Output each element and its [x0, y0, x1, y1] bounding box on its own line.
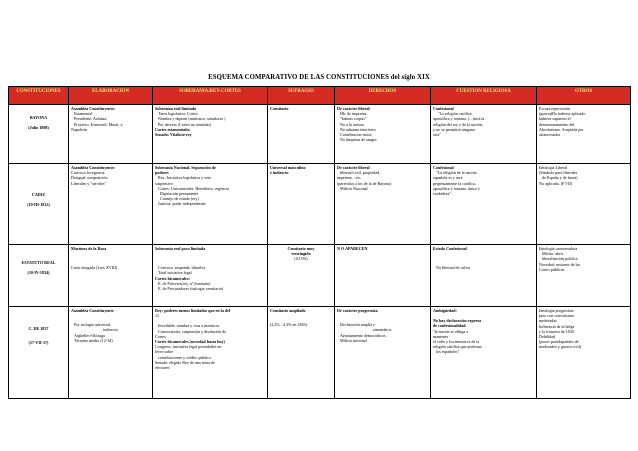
cell-line: afrancesados: [539, 132, 561, 138]
cell-line: Presidente: Azlanza: [74, 116, 107, 122]
cell-line: verdadera": [433, 191, 451, 197]
cell-line: Tarea legislativa: Cortes: [158, 111, 198, 117]
cell-line: indirecto: [103, 327, 118, 333]
cell-line: Universal masculino: [270, 165, 306, 170]
cell-line: Por decreto (Cortes no reunidas): [158, 121, 212, 127]
cell-line: Cortes públicas: [539, 266, 565, 272]
derechos-cell: [335, 164, 431, 245]
sufragio-cell: [268, 164, 335, 245]
cell-line: Por sufragio universal: [74, 322, 111, 328]
constitution-name-cell: [9, 164, 69, 245]
elaboracion-cell: [69, 164, 153, 245]
cell-line: E. de Procuradores (sufragio censitario): [158, 286, 224, 292]
derechos-cell: [335, 307, 431, 399]
cell-line: No aduanas interiores: [340, 126, 376, 132]
cell-line: Confesional: [433, 106, 454, 111]
header-cuestion-religiosa: CUESTION RELIGIOSA: [431, 87, 537, 105]
religiosa-cell: [431, 164, 537, 245]
cell-line: Censitario muy: [287, 246, 315, 251]
cell-line: "La religión católica,: [438, 111, 473, 117]
table-row: [9, 307, 631, 399]
cell-line: Argüelles-Olózaga: [74, 332, 105, 338]
cell-line: (parecidos a los de la de Bayona): [337, 180, 392, 186]
cell-line: mantener: [433, 333, 449, 339]
cell-line: de confesionalidad.: [433, 323, 467, 329]
cell-line: Cortes bicamerales:: [155, 275, 190, 281]
soberania-cell: [153, 105, 268, 164]
cell-line: Cortes: Unicamerales. Hereditero, regencia: [158, 185, 229, 191]
cell-line: (guerra)De haberse aplicado: [539, 111, 586, 117]
cell-line: Milicia Nacional: [340, 185, 368, 191]
cell-line: Ideología conservadora: [539, 246, 578, 251]
constitution-name: BAYONA: [29, 115, 48, 120]
cell-line: E. de Próceres(rey, nº ilimitado): [158, 280, 211, 286]
sufragio-cell: [268, 105, 335, 164]
cell-line: Total iniciativa legal: [158, 270, 192, 276]
cell-line: leyes sobre: [155, 349, 174, 355]
constitution-name: C. DE 1837: [28, 326, 49, 331]
cell-line: Estado Confesional: [433, 246, 467, 251]
cell-line: de España y de fuera): [542, 175, 578, 181]
sufragio-cell: [268, 245, 335, 307]
soberania-cell: [153, 164, 268, 245]
cell-line: No libertad de cultos: [436, 265, 471, 271]
cell-line: suspensivo: [155, 180, 173, 186]
cell-line: Soberanía Nacional. Separación de: [155, 165, 216, 170]
header-sufragio: SUFRAGIO: [268, 87, 335, 105]
cell-line: Martínez de la Rosa: [71, 246, 107, 251]
header-otros: OTROS: [537, 87, 631, 105]
document-title: ESQUEMA COMPARATIVO DE LAS CONSTITUCIONES del siglo XIX: [208, 74, 430, 81]
cell-line: restringido: [291, 251, 311, 257]
cell-line: (Símbolo para liberales: [539, 170, 578, 176]
cell-line: desmoronamiento del: [539, 121, 575, 127]
cell-line: Congreso: iniciativa legal prioridades en: [155, 344, 222, 350]
cell-line: e indirecto: [270, 170, 289, 176]
cell-line: moderados y guerra civil): [539, 344, 582, 350]
cell-line: apostólica y romana. (...)será la: [433, 116, 485, 122]
cell-line: Cortes bicamerales (novedad hasta hoy): [155, 339, 225, 345]
sufragio-cell: [268, 307, 335, 399]
cell-line: otra": [433, 132, 442, 138]
cell-line: Convoca, suspende, disuelve: [158, 265, 206, 271]
cell-line: Confesional: [433, 165, 454, 170]
cell-line: Absolutismo. Aceptada por: [539, 126, 584, 132]
cell-line: De carácter progresista: [337, 308, 378, 313]
cell-line: Declaración amplia y: [340, 322, 376, 328]
cell-line: Estamental: [74, 111, 93, 117]
cell-line: No aplicada. (F.VII): [539, 180, 573, 186]
comparison-table: [8, 86, 631, 399]
table-row: [9, 164, 631, 245]
cell-line: Nombra y depone (ministros, senadores ): [158, 116, 226, 122]
cell-line: y la francesa de 1830: [539, 328, 574, 334]
derechos-cell: [335, 105, 431, 164]
otros-cell: [537, 164, 631, 245]
cell-line: contribuciones y crédito público: [158, 354, 211, 360]
religiosa-cell: [431, 307, 537, 399]
cell-line: Debilidad: [539, 334, 556, 340]
cell-line: hubiera supuesto el: [539, 116, 571, 122]
cell-line: Cortes: [155, 333, 166, 339]
table-row: [9, 105, 631, 164]
cell-line: Hb. de imprenta: [340, 111, 367, 117]
otros-cell: [537, 307, 631, 399]
cell-line: (posos partidapatidos de: [539, 339, 579, 345]
cell-line: Liberales y "serviles": [71, 180, 107, 186]
cell-line: el culto y los ministros de la: [433, 339, 480, 345]
cell-line: moderadas: [539, 318, 557, 324]
elaboracion-cell: [69, 307, 153, 399]
cell-line: religión del rey y de la nación,: [433, 121, 483, 127]
header-soberania: SOBERANIA.REY-CORTES: [153, 87, 268, 105]
cell-line: "habeas corpus": [340, 116, 367, 122]
cell-line: liberalización política: [542, 256, 578, 262]
cell-line: Cortes estamentales: [155, 126, 190, 132]
otros-cell: [537, 105, 631, 164]
elaboracion-cell: [69, 245, 153, 307]
cell-line: Ayuntamiento democráticos: [340, 332, 386, 338]
cell-line: Influencia de la belga: [539, 323, 575, 329]
cell-line: libertad civil, propiedad,: [340, 170, 381, 176]
cell-line: Senado: elegido Rey de una terna de: [155, 359, 215, 365]
cell-line: Asamblea Constituyente:: [71, 165, 116, 170]
cell-line: (0,15%): [294, 256, 308, 262]
cell-line: Milicia nacional: [340, 337, 367, 343]
cell-line: perpetuamente la católica,: [433, 180, 476, 186]
cell-line: Consitario: [270, 106, 289, 111]
cell-line: De carácter liberal: [337, 106, 370, 111]
cell-line: Contribución única: [340, 132, 372, 138]
cell-line: Ideología progresista: [539, 308, 574, 313]
cell-line: Soberanía real limitada: [155, 106, 197, 111]
cell-line: (2,2% , 4,3% en 1843): [270, 322, 307, 328]
cell-line: Inviolable, nombra y cesa a ministros: [158, 323, 220, 329]
constitution-name: CADIZ: [31, 192, 46, 197]
cell-line: Senado: Vitalicio-rey: [155, 132, 192, 138]
cell-line: No hay declaración expresa: [433, 318, 482, 324]
cell-line: Ambigüedad:: [433, 308, 457, 313]
cell-line: Justicia: poder independiente: [158, 201, 206, 207]
cell-line: poderes: [155, 170, 169, 176]
header-row: [9, 87, 631, 105]
constitution-date: (10-IV-1834): [27, 270, 50, 276]
cell-line: Término medio (12-34): [74, 337, 113, 343]
header-elaboracion: ELABORACION: [69, 87, 153, 105]
cell-line: electores: [155, 365, 170, 371]
cell-line: N O APARECEN: [337, 246, 368, 251]
cell-line: Convocatoria, suspensión y disolución de: [158, 328, 227, 334]
cell-line: Napoleón: [71, 126, 87, 132]
constitution-date: (Julio 1808): [28, 125, 49, 131]
constitution-name: ESTATUTO REAL: [21, 260, 56, 265]
cell-line: y no se permitirá ninguna: [433, 126, 475, 132]
cell-line: Novedad: sesiones de las: [539, 261, 581, 267]
soberania-cell: [153, 307, 268, 399]
cell-line: Escasa repercusión: [539, 106, 571, 111]
header-derechos: DERECHOS: [335, 87, 431, 105]
constitution-date: (17-VII-37): [28, 340, 49, 346]
cell-line: Convoca la regencia: [71, 170, 105, 176]
religiosa-cell: [431, 105, 537, 164]
cell-line: los españoles": [436, 349, 460, 355]
cell-line: Soberanía real poco limitada: [155, 246, 206, 251]
soberania-cell: [153, 245, 268, 307]
cell-line: Diputación permanente: [160, 191, 199, 197]
cell-line: Asamblea Constituyente: [71, 308, 114, 313]
cell-line: pero con concesiones: [539, 313, 575, 319]
cell-line: No limpieza de sangre: [340, 137, 377, 143]
cell-line: Censitario ampliado: [270, 308, 306, 313]
derechos-cell: [335, 245, 431, 307]
cell-line: española es y será: [433, 175, 463, 181]
elaboracion-cell: [69, 105, 153, 164]
cell-line: Desigual composición: [71, 175, 108, 181]
header-constituciones: CONSTITUCIONES: [9, 87, 69, 105]
constitution-name-cell: [9, 245, 69, 307]
constitution-name-cell: [9, 307, 69, 399]
cell-line: Asamblea Constituyente:: [71, 106, 116, 111]
cell-line: 12: [155, 313, 160, 319]
cell-line: Carta otorgada (Luis XVIII): [71, 265, 118, 271]
constitution-name-cell: [9, 105, 69, 164]
cell-line: De carácter liberal: [337, 165, 370, 170]
cell-line: Ideología Liberal: [539, 165, 568, 170]
cell-line: Rey: Iniciativa legislativa y veto: [158, 175, 212, 181]
otros-cell: [537, 245, 631, 307]
cell-line: Consejo de estado (rey): [160, 196, 199, 202]
cell-line: Rey: poderes menos limitados que en la del: [155, 308, 231, 313]
cell-line: imprenta... etc.: [337, 175, 362, 181]
cell-line: "La religión de la nación: [436, 170, 477, 176]
cell-line: Proyecto: Esmerard, Murat, y: [74, 121, 123, 127]
cell-line: No a la tortura: [340, 121, 364, 127]
table-row: [9, 245, 631, 307]
cell-line: "la nación se obliga a: [433, 328, 469, 334]
constitution-date: (19-III-1812): [27, 202, 50, 208]
cell-line: Mérito: abrir: [542, 251, 564, 257]
cell-line: sistemática.: [372, 327, 393, 333]
cell-line: apostólica y romana, única y: [433, 185, 480, 191]
cell-line: religión católica que profesan: [433, 344, 482, 350]
religiosa-cell: [431, 245, 537, 307]
